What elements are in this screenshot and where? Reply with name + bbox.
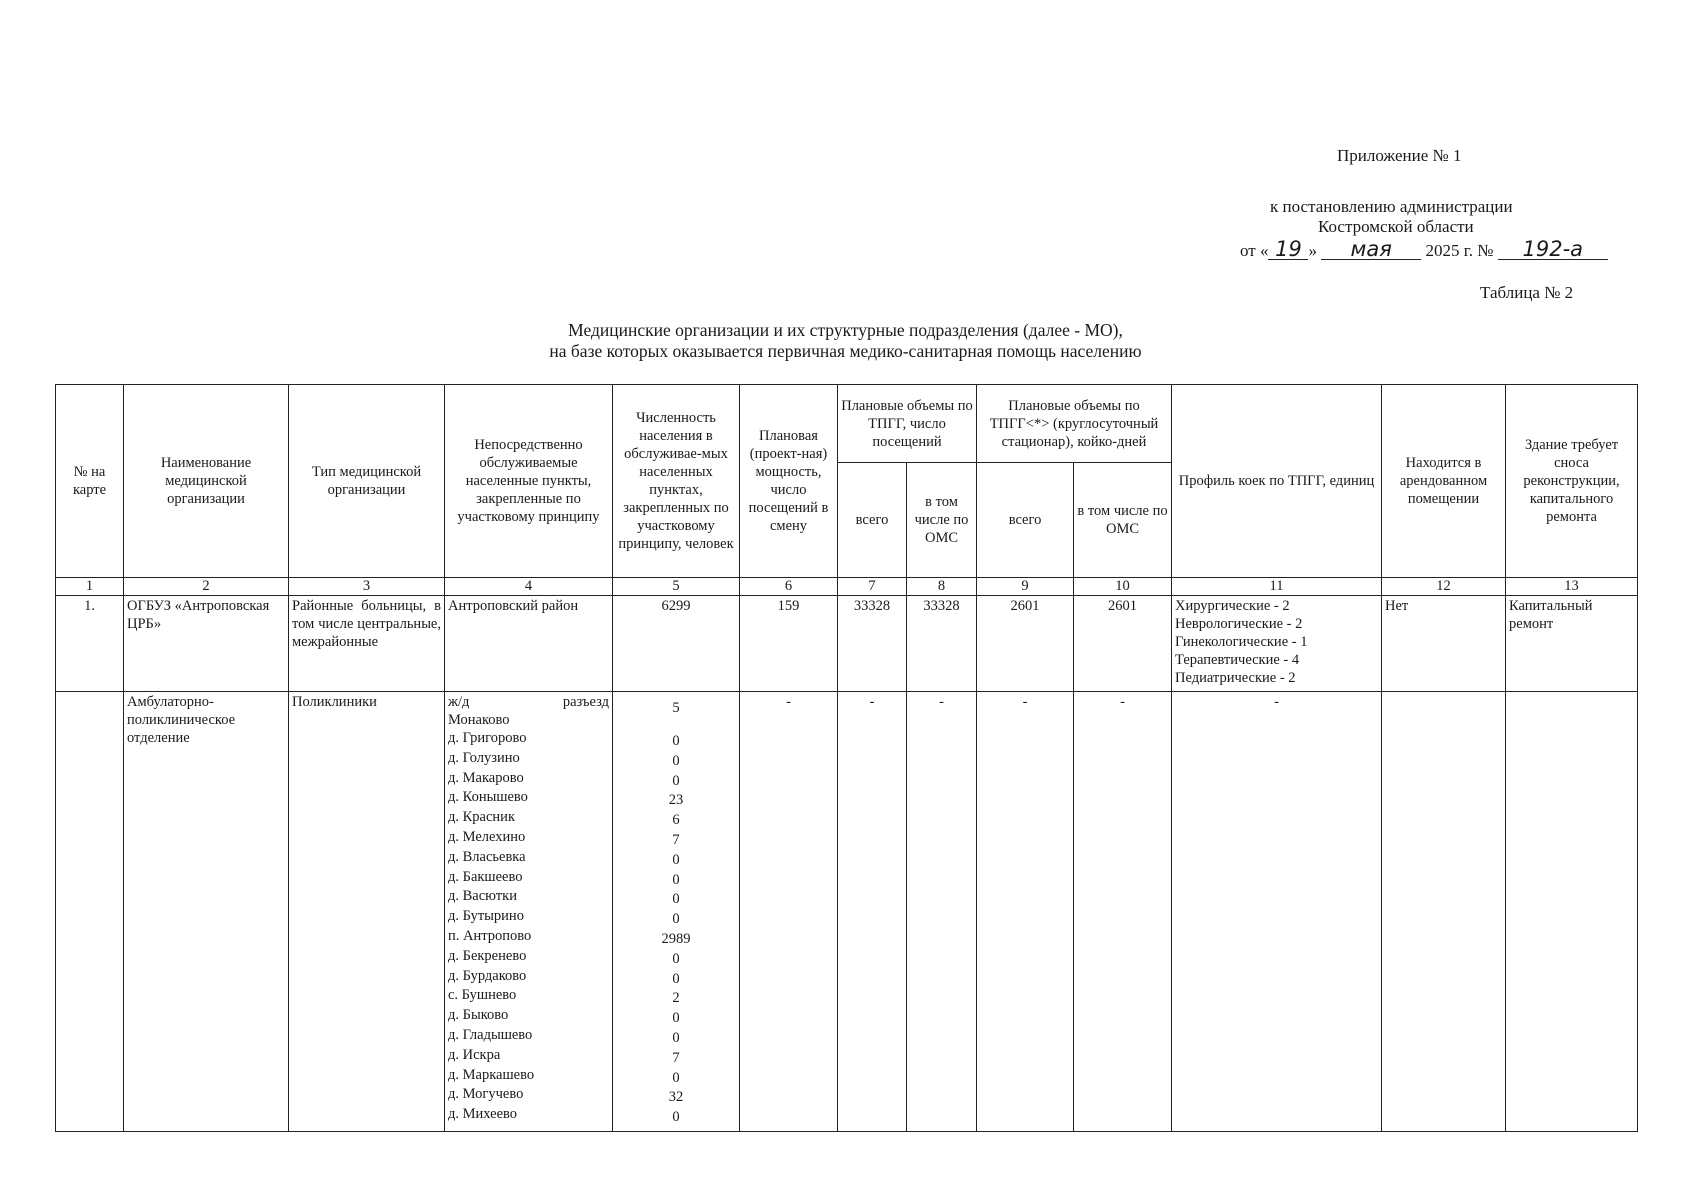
population-item: 0 [672,891,680,908]
dash-cell: - [1172,692,1382,1132]
org-type: Поликлиники [289,692,445,1132]
table-number: Таблица № 2 [1480,283,1574,302]
population-item: 2989 [661,930,691,947]
population-item: 0 [672,871,680,888]
to-decree-label: к постановлению администрации [1270,197,1513,216]
population-item: 0 [672,772,680,789]
bed-profile-item: Хирургические - 2 [1175,598,1290,614]
population-item: 0 [672,851,680,868]
settlements-list: ж/д разъезд Монаково д. Григорово д. Голузино д. Макарово д. Конышево д. Красник д. Мелехино д. Власьевка д. Бакшеево д. Васютки д. Бутырино п. Антропово д. Бекренево д. Бурдаково с. Бушнево д. Быково д. Гладышево д. Искра д. Маркашево д. Могучево д. Михеево [445,692,613,1132]
population-item: 0 [672,911,680,928]
handwritten-month: мая [1321,239,1421,260]
org-name: ОГБУЗ «Антроповская ЦРБ» [124,596,289,692]
settlement-item: д. Макарово [448,769,524,786]
colnum: 9 [977,578,1074,596]
title-line-2: на базе которых оказывается первичная медико-санитарная помощь населению [549,341,1142,361]
settlement-item: д. Михеево [448,1106,518,1123]
date-prefix: от « [1240,241,1269,260]
header-settlements: Непосредственно обслуживаемые населенные пункты, закрепленные по участковому принципу [445,385,613,578]
beddays-total: 2601 [977,596,1074,692]
population-item: 7 [672,831,680,848]
header-population: Численность населения в обслуживае-мых населенных пунктах, закрепленных по участковому принципу, человек [613,385,740,578]
dash-cell: - [740,692,838,1132]
header-org-name: Наименование медицинской организации [124,385,289,578]
colnum: 2 [124,578,289,596]
beddays-oms: 2601 [1074,596,1172,692]
header-repair: Здание требует сноса реконструкции, капитального ремонта [1506,385,1638,578]
handwritten-day: 19 [1268,239,1308,260]
year-text: 2025 г. № [1425,241,1494,260]
header-planned-beddays: Плановые объемы по ТПГГ<*> (круглосуточный стационар), койко-дней [977,385,1172,463]
settlement-item: с. Бушнево [448,987,517,1004]
header-beddays-oms: в том числе по ОМС [1074,463,1172,578]
org-type: Районные больницы, в том числе центральные, межрайонные [289,596,445,692]
settlement-item: д. Могучево [448,1086,524,1103]
document-title [0,320,1691,362]
population-list: 5 0 0 0 23 6 7 0 0 0 0 2989 0 0 2 0 0 7 0 32 0 [613,692,740,1132]
bed-profile-item: Педиатрические - 2 [1175,670,1296,686]
settlement-item: д. Бурдаково [448,967,527,984]
header-beddays-total: всего [977,463,1074,578]
settlement-item: д. Красник [448,809,515,826]
colnum: 4 [445,578,613,596]
bed-profile-item: Терапевтические - 4 [1175,652,1300,668]
visits-oms: 33328 [907,596,977,692]
colnum: 3 [289,578,445,596]
table-row [56,596,1638,692]
colnum: 13 [1506,578,1638,596]
colnum: 1 [56,578,124,596]
repair-value: Капитальный ремонт [1506,596,1638,692]
date-mid: » [1308,241,1317,260]
settlement-item: д. Искра [448,1046,501,1063]
dash-cell: - [838,692,907,1132]
settlements: Антроповский район [445,596,613,692]
bed-profile-item: Гинекологические - 1 [1175,634,1308,650]
population-item: 32 [668,1089,684,1106]
title-line-1: Медицинские организации и их структурные подразделения (далее - МО), [568,320,1123,340]
header-map-number: № на карте [56,385,124,578]
medical-organizations-table [55,384,1638,1132]
header-rented: Находится в арендованном помещении [1382,385,1506,578]
header-org-type: Тип медицинской организации [289,385,445,578]
settlement-item: д. Бутырино [448,908,524,925]
colnum: 7 [838,578,907,596]
header-capacity: Плановая (проект-ная) мощность, число посещений в смену [740,385,838,578]
population-item: 23 [668,792,684,809]
population-item: 0 [672,1109,680,1126]
decree-date-line [1240,239,1608,261]
settlement-item: д. Васютки [448,888,517,905]
org-name: Амбулаторно-поликлиническое отделение [124,692,289,1132]
settlement-item: д. Бакшеево [448,868,523,885]
colnum: 12 [1382,578,1506,596]
settlement-item: д. Быково [448,1007,509,1024]
header-bed-profile: Профиль коек по ТПГГ, единиц [1172,385,1382,578]
rented-value: Нет [1382,596,1506,692]
handwritten-decree-number: 192-а [1498,239,1608,260]
population-item: 0 [672,1010,680,1027]
dash-cell: - [1074,692,1172,1132]
settlement-item: д. Григорово [448,730,527,746]
population-item: 0 [672,970,680,987]
bed-profile-item: Неврологические - 2 [1175,616,1303,632]
population-item: 0 [672,752,680,769]
colnum: 11 [1172,578,1382,596]
settlement-item: д. Маркашево [448,1066,535,1083]
settlement-item: д. Бекренево [448,947,527,964]
population-item: 0 [672,1069,680,1086]
row-number: 1. [56,596,124,692]
settlement-item: д. Конышево [448,789,528,806]
population-item: 0 [672,950,680,967]
column-numbers-row [56,578,1638,596]
population-item: 6 [672,812,680,829]
capacity: 159 [740,596,838,692]
population-item: 2 [672,990,680,1007]
population-item: 0 [672,1029,680,1046]
colnum: 6 [740,578,838,596]
colnum: 5 [613,578,740,596]
settlement-item: д. Голузино [448,749,520,766]
colnum: 8 [907,578,977,596]
header-visits-oms: в том числе по ОМС [907,463,977,578]
population-item: 0 [672,733,680,749]
header-planned-visits: Плановые объемы по ТПГГ, число посещений [838,385,977,463]
population-item: 7 [672,1049,680,1066]
table-row [56,692,1638,1132]
settlement-item: д. Власьевка [448,848,526,865]
colnum: 10 [1074,578,1172,596]
dash-cell: - [977,692,1074,1132]
region-label: Костромской области [1318,217,1474,236]
settlement-item: п. Антропово [448,927,532,944]
visits-total: 33328 [838,596,907,692]
settlement-item: д. Мелехино [448,828,526,845]
appendix-label: Приложение № 1 [1337,146,1462,165]
population: 6299 [613,596,740,692]
settlement-item: д. Гладышево [448,1026,533,1043]
bed-profile-list [1172,596,1382,692]
dash-cell: - [907,692,977,1132]
header-visits-total: всего [838,463,907,578]
